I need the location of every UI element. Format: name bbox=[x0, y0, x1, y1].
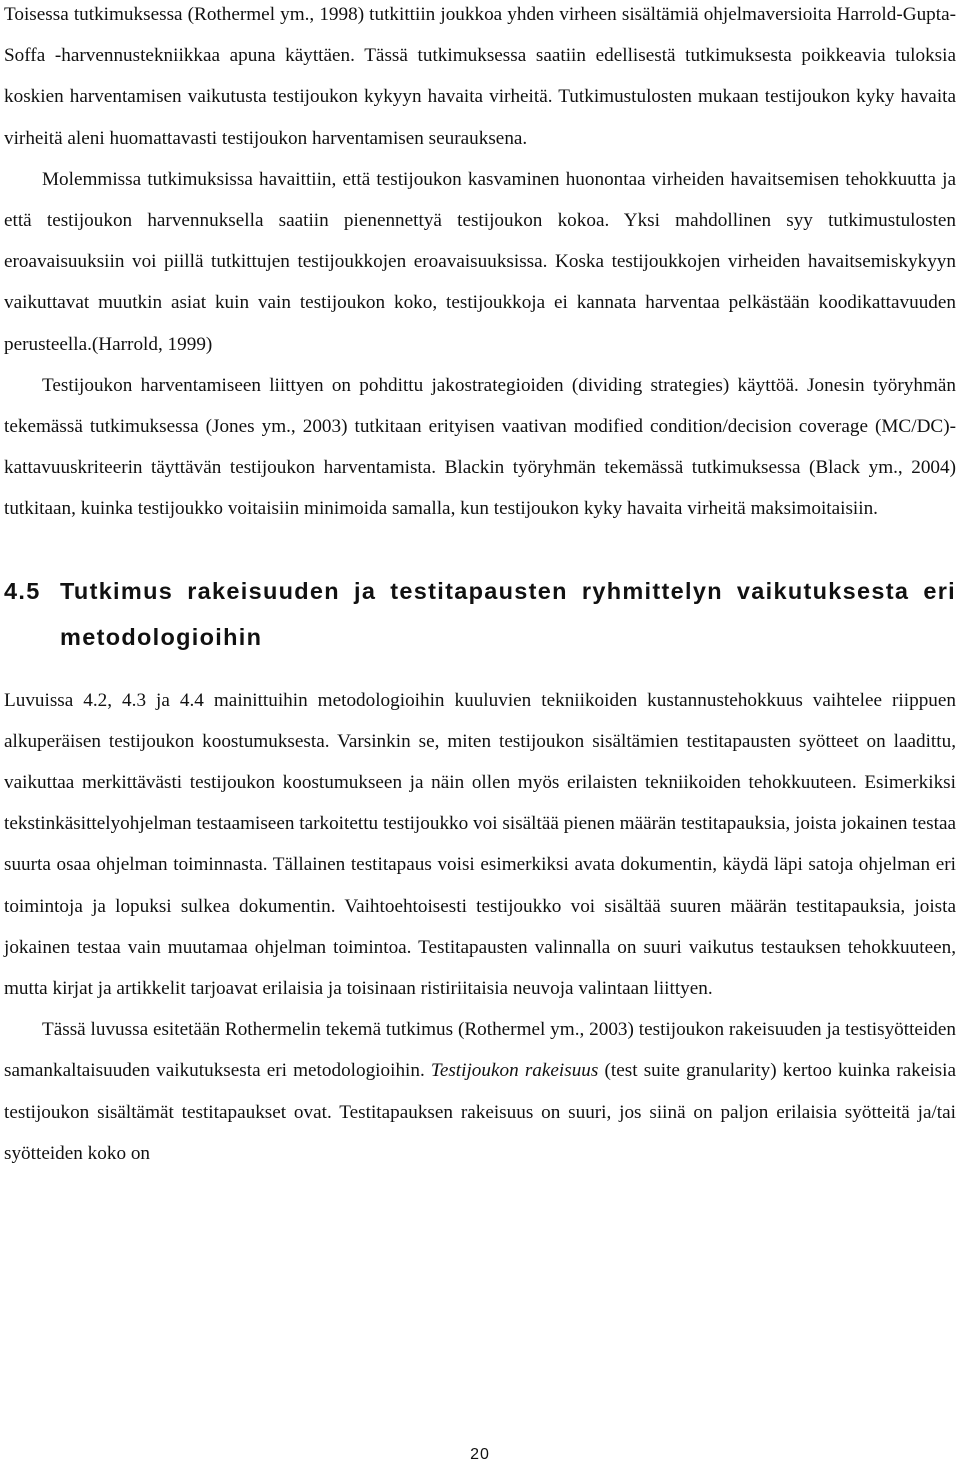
section-title: Tutkimus rakeisuuden ja testitapausten ryhmittelyn vaikutuksesta eri metodologioihin bbox=[60, 577, 956, 650]
granularity-italic-term: Testijoukon rakeisuus bbox=[430, 1060, 599, 1082]
granularity-text-after: (test suite granularity) kertoo kuinka rakeisia testijoukon sisältämät testitapaukset ovat. Testitapauksen rakeisuus on suuri, jos siinä on paljon erilaisia syötteitä ja/tai syötteiden koko on bbox=[4, 1060, 956, 1164]
paragraph-rothermel-1998: Toisessa tutkimuksessa (Rothermel ym., 1998) tutkittiin joukkoa yhden virheen sisältämiä ohjelmaversioita Harrold-Gupta-Soffa -harvennustekniikkaa apuna käyttäen. Tässä tutkimuksessa saatiin edellisestä tutkimuksesta poikkeavia tuloksia koskien harventamisen vaikutusta testijoukon kykyyn havaita virheitä. Tutkimustulosten mukaan testijoukon kyky havaita virheitä aleni huomattavasti testijoukon harventamisen seurauksena. bbox=[4, 4, 956, 149]
paragraph-dividing-strategies: Testijoukon harventamiseen liittyen on pohdittu jakostrategioiden (dividing strategies) käyttöä. Jonesin työryhmän tekemässä tutkimuksessa (Jones ym., 2003) tutkitaan erityisen vaativan modified condition/decision coverage (MC/DC)-kattavuuskriteerin täyttävän testijoukon harventamista. Blackin työryhmän tekemässä tutkimuksessa (Black ym., 2004) tutkitaan, kuinka testijoukko voitaisiin minimoida samalla, kun testijoukon kyky havaita virheitä maksimoitaisiin. bbox=[4, 374, 956, 520]
granularity-text-before: Tässä luvussa esitetään Rothermelin tekemä tutkimus (Rothermel ym., 2003) testijoukon rakeisuuden ja testisyötteiden samankaltaisuuden vaikutuksesta eri metodologioihin. bbox=[4, 1019, 956, 1082]
page-number: 20 bbox=[470, 1446, 490, 1463]
paragraph-cost-effectiveness: Luvuissa 4.2, 4.3 ja 4.4 mainittuihin metodologioihin kuuluvien tekniikoiden kustannustehokkuus vaihtelee riippuen alkuperäisen testijoukon koostumuksesta. Varsinkin se, miten testijoukon sisältämien testitapausten syötteet on laadittu, vaikuttaa merkittävästi testijoukon koostumukseen ja näin ollen myös erilaisten tekniikoiden tehokkuuteen. Esimerkiksi tekstinkäsittelyohjelman testaamiseen tarkoitettu testijoukko voi sisältää pienen määrän testitapauksia, joista jokainen testaa suurta osaa ohjelman toiminnasta. Tällainen testitapaus voisi esimerkiksi avata dokumentin, käydä läpi satoja ohjelman eri toimintoja ja lopuksi sulkea dokumentin. Vaihtoehtoisesti testijoukko voi sisältää suuren määrän testitapauksia, joista jokainen testaa vain muutamaa ohjelman toimintoa. Testitapausten valinnalla on suuri vaikutus testauksen tehokkuuteen, mutta kirjat ja artikkelit tarjoavat erilaisia ja toisinaan ristiriitaisia neuvoja valintaan liittyen. bbox=[4, 689, 956, 1000]
document-page bbox=[4, 0, 956, 1174]
section-heading bbox=[4, 568, 956, 660]
paragraph-both-studies: Molemmissa tutkimuksissa havaittiin, että testijoukon kasvaminen huonontaa virheiden havaitsemisen tehokkuutta ja että testijoukon harvennuksella saatiin pienennettyä testijoukon kokoa. Yksi mahdollinen syy tutkimustulosten eroavaisuuksiin voi piillä tutkittujen testijoukkojen eroavaisuuksissa. Koska testijoukkojen virheiden havaitsemiskykyyn vaikuttavat muutkin asiat kuin vain testijoukon koko, testijoukkoja ei kannata harventaa pelkästään koodikattavuuden perusteella.(Harrold, 1999) bbox=[4, 168, 956, 355]
paragraph-granularity-study bbox=[4, 1009, 956, 1174]
section-number: 4.5 bbox=[4, 577, 41, 604]
